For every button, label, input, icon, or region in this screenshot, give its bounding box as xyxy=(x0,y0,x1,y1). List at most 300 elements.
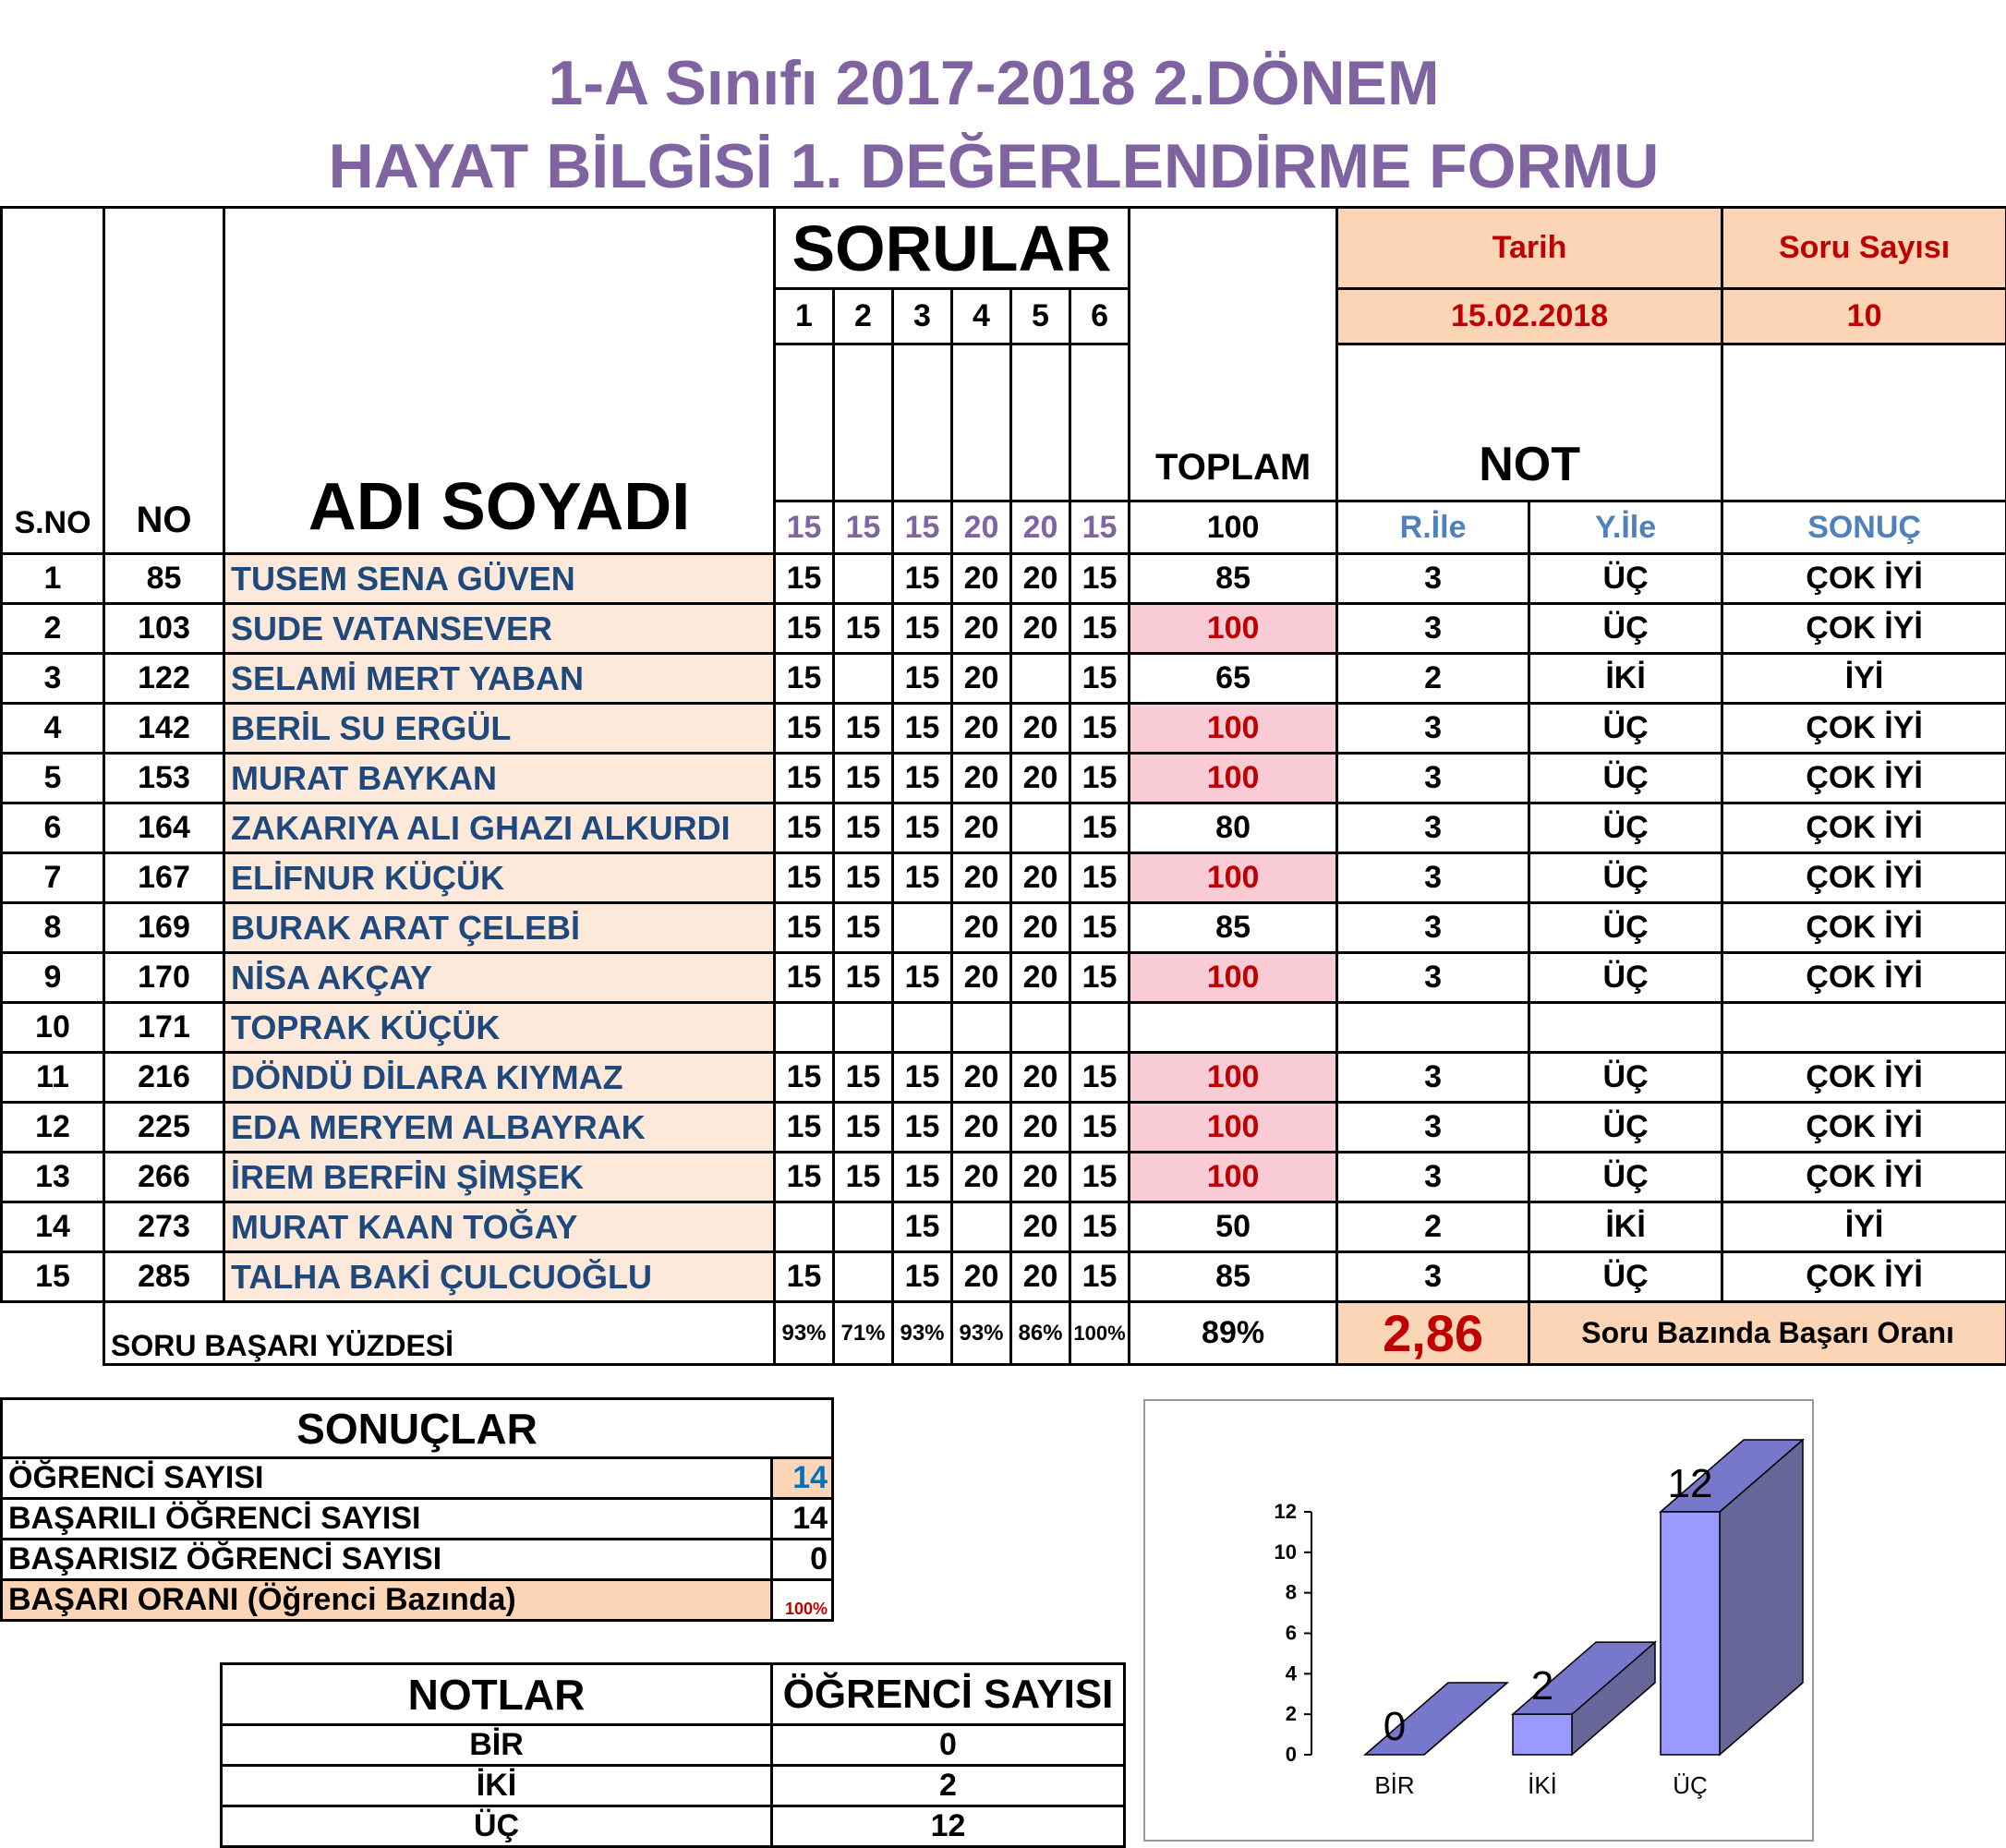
student-grade-number: 3 xyxy=(1337,803,1529,853)
question-score: 20 xyxy=(952,704,1011,754)
student-total: 100 xyxy=(1130,953,1337,1003)
question-blank-cell xyxy=(834,344,893,501)
question-score: 15 xyxy=(834,1153,893,1202)
bar-value-label: 12 xyxy=(1668,1461,1713,1506)
table-row xyxy=(2,1202,2006,1252)
notlar-count: 0 xyxy=(772,1725,1125,1766)
question-number: 5 xyxy=(1011,289,1070,344)
question-success-percent: 71% xyxy=(834,1302,893,1365)
student-grade-number: 2 xyxy=(1337,1202,1529,1252)
header-rakamla: R.İle xyxy=(1337,501,1529,554)
question-score: 15 xyxy=(1070,704,1130,754)
question-score: 15 xyxy=(893,604,952,654)
y-tick-label: 12 xyxy=(1275,1500,1297,1523)
question-score: 15 xyxy=(1070,903,1130,953)
question-score: 15 xyxy=(1070,853,1130,903)
question-score: 20 xyxy=(952,604,1011,654)
student-result: ÇOK İYİ xyxy=(1722,803,2006,853)
header-sno: S.NO xyxy=(2,208,104,554)
question-score: 15 xyxy=(834,803,893,853)
notlar-count-header: ÖĞRENCİ SAYISI xyxy=(772,1664,1125,1725)
sonuclar-row xyxy=(2,1540,833,1580)
student-grade-number: 3 xyxy=(1337,754,1529,803)
question-score: 20 xyxy=(952,803,1011,853)
student-grade-text: İKİ xyxy=(1529,1202,1722,1252)
question-score: 15 xyxy=(1070,1153,1130,1202)
sonuclar-value: 0 xyxy=(772,1540,833,1580)
header-not: NOT xyxy=(1337,344,1722,501)
question-score xyxy=(834,654,893,704)
sonuclar-title: SONUÇLAR xyxy=(2,1399,833,1458)
sonuclar-row xyxy=(2,1458,833,1499)
header-blank-cell xyxy=(1722,344,2006,501)
question-score: 15 xyxy=(775,604,834,654)
student-no: 273 xyxy=(104,1202,224,1252)
student-grade-number: 3 xyxy=(1337,953,1529,1003)
student-total: 50 xyxy=(1130,1202,1337,1252)
question-score: 15 xyxy=(893,853,952,903)
question-points: 20 xyxy=(952,501,1011,554)
student-total: 100 xyxy=(1130,1103,1337,1153)
bar-value-label: 2 xyxy=(1531,1663,1553,1709)
student-grade-text: ÜÇ xyxy=(1529,554,1722,604)
y-tick-label: 2 xyxy=(1286,1702,1297,1725)
student-grade-text xyxy=(1529,1003,1722,1053)
student-total xyxy=(1130,1003,1337,1053)
student-grade-number: 3 xyxy=(1337,1103,1529,1153)
question-score: 20 xyxy=(1011,1202,1070,1252)
question-score: 15 xyxy=(775,654,834,704)
student-result: ÇOK İYİ xyxy=(1722,604,2006,654)
question-points: 15 xyxy=(893,501,952,554)
page-title-line2: HAYAT BİLGİSİ 1. DEĞERLENDİRME FORMU xyxy=(0,129,1997,203)
question-score: 15 xyxy=(1070,554,1130,604)
student-no: 167 xyxy=(104,853,224,903)
question-score: 15 xyxy=(1070,953,1130,1003)
question-score xyxy=(834,554,893,604)
question-score: 20 xyxy=(1011,604,1070,654)
question-score: 15 xyxy=(893,1053,952,1103)
student-grade-text: ÜÇ xyxy=(1529,1103,1722,1153)
student-sno: 12 xyxy=(2,1103,104,1153)
question-score: 15 xyxy=(893,654,952,704)
student-result: ÇOK İYİ xyxy=(1722,754,2006,803)
y-tick-label: 6 xyxy=(1286,1622,1297,1645)
sonuclar-label: BAŞARISIZ ÖĞRENCİ SAYISI xyxy=(2,1540,772,1580)
question-score xyxy=(1070,1003,1130,1053)
student-grade-text: ÜÇ xyxy=(1529,903,1722,953)
student-sno: 13 xyxy=(2,1153,104,1202)
student-grade-number: 3 xyxy=(1337,903,1529,953)
question-score: 20 xyxy=(952,953,1011,1003)
student-grade-number: 3 xyxy=(1337,704,1529,754)
student-sno: 15 xyxy=(2,1252,104,1302)
bar-value-label: 0 xyxy=(1384,1704,1406,1749)
student-total: 100 xyxy=(1130,704,1337,754)
question-score: 15 xyxy=(1070,754,1130,803)
question-score: 15 xyxy=(893,554,952,604)
sonuclar-label: BAŞARILI ÖĞRENCİ SAYISI xyxy=(2,1499,772,1540)
student-grade-text: ÜÇ xyxy=(1529,1252,1722,1302)
student-grade-number: 3 xyxy=(1337,1252,1529,1302)
question-blank-cell xyxy=(893,344,952,501)
question-score: 20 xyxy=(952,654,1011,704)
header-soru-sayisi-value: 10 xyxy=(1722,289,2006,344)
notlar-row xyxy=(222,1806,1125,1847)
summary-label: SORU BAŞARI YÜZDESİ xyxy=(104,1302,775,1365)
table-row xyxy=(2,1103,2006,1153)
question-score xyxy=(952,1003,1011,1053)
student-grade-text: ÜÇ xyxy=(1529,1153,1722,1202)
student-total: 80 xyxy=(1130,803,1337,853)
question-score: 20 xyxy=(952,1252,1011,1302)
question-score: 15 xyxy=(893,754,952,803)
student-name: TOPRAK KÜÇÜK xyxy=(224,1003,775,1053)
student-name: TALHA BAKİ ÇULCUOĞLU xyxy=(224,1252,775,1302)
question-score: 15 xyxy=(775,554,834,604)
question-score: 20 xyxy=(1011,1252,1070,1302)
student-no: 85 xyxy=(104,554,224,604)
question-score: 20 xyxy=(1011,1053,1070,1103)
question-score: 20 xyxy=(1011,1153,1070,1202)
sonuclar-row xyxy=(2,1499,833,1540)
sonuclar-value: 14 xyxy=(772,1499,833,1540)
question-score: 15 xyxy=(893,803,952,853)
question-score xyxy=(775,1003,834,1053)
question-score: 15 xyxy=(775,903,834,953)
sonuclar-label: ÖĞRENCİ SAYISI xyxy=(2,1458,772,1499)
question-score: 15 xyxy=(775,953,834,1003)
student-grade-text: ÜÇ xyxy=(1529,953,1722,1003)
header-soru-sayisi-label: Soru Sayısı xyxy=(1722,208,2006,289)
student-name: BERİL SU ERGÜL xyxy=(224,704,775,754)
student-sno: 7 xyxy=(2,853,104,903)
student-name: İREM BERFİN ŞİMŞEK xyxy=(224,1153,775,1202)
question-score xyxy=(1011,803,1070,853)
question-score: 15 xyxy=(775,853,834,903)
student-result: ÇOK İYİ xyxy=(1722,554,2006,604)
student-grade-number: 3 xyxy=(1337,1153,1529,1202)
sonuclar-label: BAŞARI ORANI (Öğrenci Bazında) xyxy=(2,1580,772,1621)
question-score: 15 xyxy=(834,1103,893,1153)
y-tick-label: 0 xyxy=(1286,1743,1297,1766)
student-name: DÖNDÜ DİLARA KIYMAZ xyxy=(224,1053,775,1103)
student-no: 164 xyxy=(104,803,224,853)
student-total: 100 xyxy=(1130,853,1337,903)
question-score: 15 xyxy=(775,1153,834,1202)
student-total: 85 xyxy=(1130,1252,1337,1302)
x-category-label: BİR xyxy=(1374,1771,1414,1799)
summary-blank xyxy=(2,1302,104,1365)
notlar-grade: BİR xyxy=(222,1725,772,1766)
question-score: 15 xyxy=(893,704,952,754)
student-name: NİSA AKÇAY xyxy=(224,953,775,1003)
question-success-percent: 93% xyxy=(893,1302,952,1365)
header-sonuc: SONUÇ xyxy=(1722,501,2006,554)
question-score: 15 xyxy=(893,953,952,1003)
student-grade-number: 2 xyxy=(1337,654,1529,704)
question-score: 15 xyxy=(775,1252,834,1302)
student-total: 100 xyxy=(1130,1053,1337,1103)
question-score: 20 xyxy=(952,754,1011,803)
student-no: 170 xyxy=(104,953,224,1003)
sonuclar-row xyxy=(2,1580,833,1621)
student-result: İYİ xyxy=(1722,1202,2006,1252)
student-total: 100 xyxy=(1130,754,1337,803)
student-result: ÇOK İYİ xyxy=(1722,1053,2006,1103)
table-row xyxy=(2,1153,2006,1202)
question-blank-cell xyxy=(775,344,834,501)
sonuclar-value: 100% xyxy=(772,1580,833,1621)
student-result: İYİ xyxy=(1722,654,2006,704)
page-title-line1: 1-A Sınıfı 2017-2018 2.DÖNEM xyxy=(0,46,1997,120)
student-sno: 5 xyxy=(2,754,104,803)
student-no: 142 xyxy=(104,704,224,754)
question-score: 15 xyxy=(1070,803,1130,853)
student-sno: 1 xyxy=(2,554,104,604)
x-category-label: ÜÇ xyxy=(1673,1771,1708,1799)
question-score xyxy=(952,1202,1011,1252)
student-no: 225 xyxy=(104,1103,224,1153)
question-score xyxy=(775,1202,834,1252)
question-score: 20 xyxy=(1011,903,1070,953)
question-score: 15 xyxy=(834,604,893,654)
question-success-percent: 100% xyxy=(1070,1302,1130,1365)
student-result: ÇOK İYİ xyxy=(1722,1153,2006,1202)
question-points: 15 xyxy=(1070,501,1130,554)
notlar-count: 2 xyxy=(772,1766,1125,1806)
table-row xyxy=(2,1053,2006,1103)
question-points: 15 xyxy=(834,501,893,554)
student-no: 153 xyxy=(104,754,224,803)
grades-table xyxy=(0,206,2006,1366)
table-row xyxy=(2,803,2006,853)
notlar-grade: İKİ xyxy=(222,1766,772,1806)
question-blank-cell xyxy=(1070,344,1130,501)
student-name: SUDE VATANSEVER xyxy=(224,604,775,654)
question-score: 15 xyxy=(834,1053,893,1103)
question-score xyxy=(834,1252,893,1302)
student-grade-text: ÜÇ xyxy=(1529,754,1722,803)
question-number: 2 xyxy=(834,289,893,344)
question-number: 1 xyxy=(775,289,834,344)
question-score: 15 xyxy=(1070,1202,1130,1252)
notlar-row xyxy=(222,1725,1125,1766)
question-score: 15 xyxy=(834,704,893,754)
question-score: 20 xyxy=(952,1153,1011,1202)
table-row xyxy=(2,903,2006,953)
question-score: 15 xyxy=(1070,1252,1130,1302)
question-score: 20 xyxy=(952,853,1011,903)
student-sno: 2 xyxy=(2,604,104,654)
student-grade-number: 3 xyxy=(1337,604,1529,654)
header-sorular: SORULAR xyxy=(775,208,1130,289)
header-yaziyla: Y.İle xyxy=(1529,501,1722,554)
student-no: 266 xyxy=(104,1153,224,1202)
student-grade-text: ÜÇ xyxy=(1529,704,1722,754)
question-score: 20 xyxy=(1011,953,1070,1003)
question-score: 15 xyxy=(834,953,893,1003)
question-score: 15 xyxy=(775,1103,834,1153)
question-blank-cell xyxy=(952,344,1011,501)
question-score xyxy=(834,1202,893,1252)
question-score: 15 xyxy=(834,903,893,953)
student-no: 285 xyxy=(104,1252,224,1302)
student-result: ÇOK İYİ xyxy=(1722,953,2006,1003)
question-points: 20 xyxy=(1011,501,1070,554)
student-name: EDA MERYEM ALBAYRAK xyxy=(224,1103,775,1153)
y-tick-label: 10 xyxy=(1275,1540,1297,1564)
table-row xyxy=(2,754,2006,803)
notlar-row xyxy=(222,1766,1125,1806)
question-score: 15 xyxy=(834,754,893,803)
student-no: 171 xyxy=(104,1003,224,1053)
student-total: 85 xyxy=(1130,554,1337,604)
question-score xyxy=(893,903,952,953)
question-score: 15 xyxy=(893,1153,952,1202)
question-blank-cell xyxy=(1011,344,1070,501)
question-score: 15 xyxy=(1070,604,1130,654)
student-sno: 11 xyxy=(2,1053,104,1103)
table-row xyxy=(2,654,2006,704)
question-success-percent: 86% xyxy=(1011,1302,1070,1365)
student-sno: 9 xyxy=(2,953,104,1003)
table-row xyxy=(2,604,2006,654)
student-sno: 10 xyxy=(2,1003,104,1053)
student-result: ÇOK İYİ xyxy=(1722,704,2006,754)
summary-row xyxy=(2,1302,2006,1365)
sonuclar-value: 14 xyxy=(772,1458,833,1499)
question-score: 15 xyxy=(1070,1103,1130,1153)
student-name: ZAKARIYA ALI GHAZI ALKURDI xyxy=(224,803,775,853)
chart-svg xyxy=(1145,1401,1812,1840)
question-points: 15 xyxy=(775,501,834,554)
student-total: 65 xyxy=(1130,654,1337,704)
question-score xyxy=(893,1003,952,1053)
question-score: 15 xyxy=(893,1103,952,1153)
student-name: MURAT KAAN TOĞAY xyxy=(224,1202,775,1252)
question-score: 15 xyxy=(775,803,834,853)
table-row xyxy=(2,853,2006,903)
table-row xyxy=(2,953,2006,1003)
question-score: 20 xyxy=(1011,1103,1070,1153)
student-grade-text: ÜÇ xyxy=(1529,1053,1722,1103)
student-name: SELAMİ MERT YABAN xyxy=(224,654,775,704)
student-total: 85 xyxy=(1130,903,1337,953)
question-score: 15 xyxy=(775,754,834,803)
student-sno: 4 xyxy=(2,704,104,754)
student-grade-number: 3 xyxy=(1337,554,1529,604)
header-no: NO xyxy=(104,208,224,554)
question-score: 20 xyxy=(1011,554,1070,604)
student-grade-text: ÜÇ xyxy=(1529,604,1722,654)
y-tick-label: 8 xyxy=(1286,1581,1297,1604)
student-grade-text: ÜÇ xyxy=(1529,803,1722,853)
bar-front xyxy=(1513,1714,1572,1755)
student-no: 216 xyxy=(104,1053,224,1103)
notlar-count: 12 xyxy=(772,1806,1125,1847)
student-no: 169 xyxy=(104,903,224,953)
question-score: 20 xyxy=(952,1103,1011,1153)
student-name: ELİFNUR KÜÇÜK xyxy=(224,853,775,903)
question-success-percent: 93% xyxy=(775,1302,834,1365)
question-score: 20 xyxy=(1011,754,1070,803)
student-result: ÇOK İYİ xyxy=(1722,903,2006,953)
question-number: 6 xyxy=(1070,289,1130,344)
header-name: ADI SOYADI xyxy=(224,208,775,554)
student-grade-text: ÜÇ xyxy=(1529,853,1722,903)
question-number: 3 xyxy=(893,289,952,344)
question-score: 20 xyxy=(1011,853,1070,903)
question-score: 15 xyxy=(834,853,893,903)
question-score: 20 xyxy=(952,554,1011,604)
notlar-table xyxy=(220,1662,1126,1848)
question-score: 15 xyxy=(775,704,834,754)
student-result: ÇOK İYİ xyxy=(1722,1103,2006,1153)
x-category-label: İKİ xyxy=(1528,1771,1557,1799)
table-row xyxy=(2,1252,2006,1302)
y-tick-label: 4 xyxy=(1286,1661,1298,1685)
question-number: 4 xyxy=(952,289,1011,344)
question-score: 15 xyxy=(775,1053,834,1103)
notlar-grade: ÜÇ xyxy=(222,1806,772,1847)
student-total: 100 xyxy=(1130,1153,1337,1202)
header-tarih-value: 15.02.2018 xyxy=(1337,289,1722,344)
student-result xyxy=(1722,1003,2006,1053)
sonuclar-table xyxy=(0,1397,834,1622)
student-name: TUSEM SENA GÜVEN xyxy=(224,554,775,604)
question-score xyxy=(1011,654,1070,704)
student-sno: 14 xyxy=(2,1202,104,1252)
question-score: 15 xyxy=(1070,654,1130,704)
average-grade-label: Soru Bazında Başarı Oranı xyxy=(1529,1302,2006,1365)
table-row xyxy=(2,1003,2006,1053)
student-sno: 8 xyxy=(2,903,104,953)
header-toplam: TOPLAM xyxy=(1130,208,1337,501)
student-grade-number xyxy=(1337,1003,1529,1053)
question-score: 20 xyxy=(952,1053,1011,1103)
student-sno: 3 xyxy=(2,654,104,704)
table-row xyxy=(2,554,2006,604)
student-no: 122 xyxy=(104,654,224,704)
question-score: 15 xyxy=(1070,1053,1130,1103)
question-score xyxy=(834,1003,893,1053)
notlar-header: NOTLAR xyxy=(222,1664,772,1725)
question-score: 20 xyxy=(1011,704,1070,754)
question-score: 20 xyxy=(952,903,1011,953)
student-result: ÇOK İYİ xyxy=(1722,853,2006,903)
student-name: MURAT BAYKAN xyxy=(224,754,775,803)
question-score: 15 xyxy=(893,1252,952,1302)
student-grade-number: 3 xyxy=(1337,1053,1529,1103)
header-tarih-label: Tarih xyxy=(1337,208,1722,289)
student-grade-text: İKİ xyxy=(1529,654,1722,704)
question-score: 15 xyxy=(893,1202,952,1252)
grade-distribution-chart xyxy=(1143,1399,1814,1842)
question-score xyxy=(1011,1003,1070,1053)
student-no: 103 xyxy=(104,604,224,654)
student-result: ÇOK İYİ xyxy=(1722,1252,2006,1302)
student-sno: 6 xyxy=(2,803,104,853)
total-success-percent: 89% xyxy=(1130,1302,1337,1365)
bar-front xyxy=(1661,1512,1720,1755)
student-name: BURAK ARAT ÇELEBİ xyxy=(224,903,775,953)
header-toplam-max: 100 xyxy=(1130,501,1337,554)
average-grade: 2,86 xyxy=(1337,1302,1529,1365)
student-grade-number: 3 xyxy=(1337,853,1529,903)
table-row xyxy=(2,704,2006,754)
question-success-percent: 93% xyxy=(952,1302,1011,1365)
